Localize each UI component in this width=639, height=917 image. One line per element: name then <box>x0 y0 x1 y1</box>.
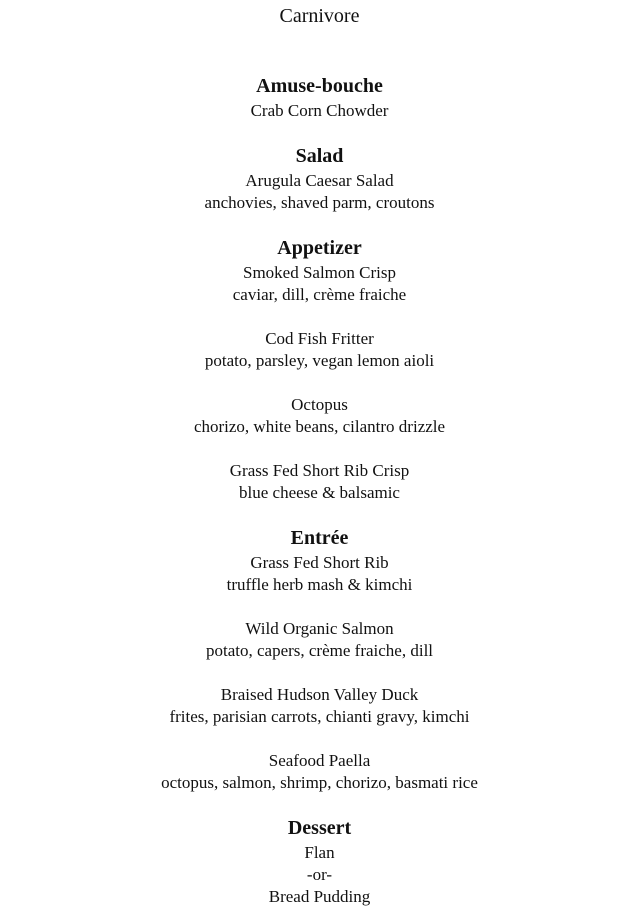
dish-description: potato, capers, crème fraiche, dill <box>205 641 434 660</box>
menu-title: Carnivore <box>279 5 360 27</box>
dish-name: Wild Organic Salmon <box>245 619 394 638</box>
section-heading-salad: Salad <box>295 145 344 167</box>
dessert-option: Flan <box>304 843 335 862</box>
dish-description: anchovies, shaved parm, croutons <box>204 193 435 212</box>
dish-name: Octopus <box>291 395 348 414</box>
dish-description: frites, parisian carrots, chianti gravy, kimchi <box>169 707 470 726</box>
dish-description: blue cheese & balsamic <box>239 483 400 502</box>
section-heading-dessert: Dessert <box>287 817 352 839</box>
dish-description: potato, parsley, vegan lemon aioli <box>204 351 435 370</box>
dish-name: Cod Fish Fritter <box>265 329 374 348</box>
dish-description: octopus, salmon, shrimp, chorizo, basmati rice <box>161 773 478 792</box>
dish-name: Grass Fed Short Rib <box>250 553 389 572</box>
dish-name: Arugula Caesar Salad <box>245 171 394 190</box>
dish-description: chorizo, white beans, cilantro drizzle <box>193 417 446 436</box>
dish-name: Braised Hudson Valley Duck <box>220 685 419 704</box>
dish-name: Crab Corn Chowder <box>250 101 389 120</box>
dessert-separator: -or- <box>306 865 333 884</box>
section-heading-entree: Entrée <box>290 527 349 549</box>
dish-description: caviar, dill, crème fraiche <box>232 285 407 304</box>
dessert-option: Bread Pudding <box>268 887 371 906</box>
section-heading-appetizer: Appetizer <box>277 237 362 259</box>
section-heading-amuse-bouche: Amuse-bouche <box>256 75 383 97</box>
dish-description: truffle herb mash & kimchi <box>226 575 413 594</box>
dish-name: Smoked Salmon Crisp <box>242 263 396 282</box>
dish-name: Grass Fed Short Rib Crisp <box>229 461 410 480</box>
dish-name: Seafood Paella <box>268 751 371 770</box>
